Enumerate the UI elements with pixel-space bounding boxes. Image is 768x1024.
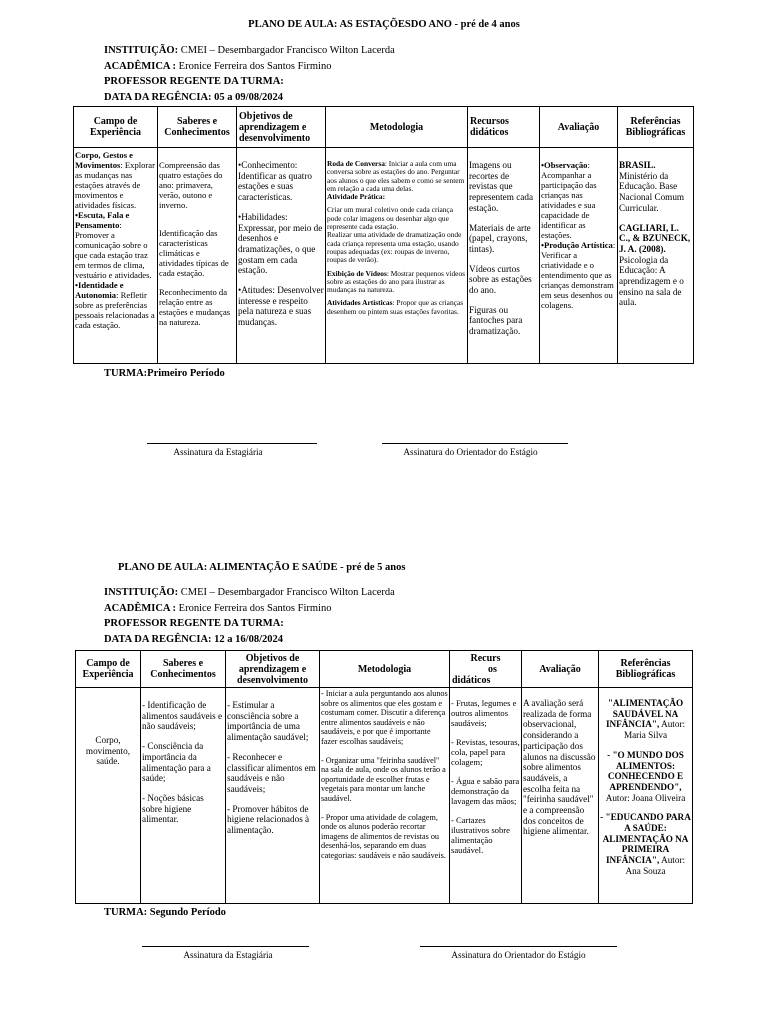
plan2-saberes-1: - Identificação de alimentos saudáveis e não saudáveis; [142,700,223,732]
plan2-cell-objetivos [226,688,320,904]
plan2-th-recursos-b: os [488,663,497,675]
plan1-recursos-3: Vídeos curtos sobre as estações do ano. [469,263,532,296]
plan1-metodologia-2-text2: Realizar uma atividade de dramatização onde cada criança representa uma estação, usando roupas adequadas (ex: roupas de inverno, roupas de verão). [327,230,462,265]
plan1-objetivos-2: •Habilidades: Expressar, por meio de desenhos e dramatizações, o que gostam em cada estação. [238,211,323,276]
plan2-th-recursos-c: didáticos [452,674,491,686]
plan2-ref-1-text: Autor: Maria Silva [623,719,686,741]
plan2-campo: Corpo, movimento, saúde. [85,735,131,767]
plan2-cell-recursos [450,688,522,904]
plan1-objetivos-1: •Conhecimento: Identificar as quatro estações e suas características. [238,160,312,203]
plan1-saberes-2: Identificação das características climáticas e atividades típicas de cada estação. [159,228,229,278]
plan1-professor [104,74,395,90]
plan2-th-objetivos: Objetivos de aprendizagem e desenvolvimento [226,651,320,688]
plan2-turma: TURMA: Segundo Período [104,907,226,918]
plan1-body-row [74,148,694,364]
plan1-avaliacao-2-title: •Produção Artística [541,240,613,250]
plan1-data-label: DATA DA REGÊNCIA: 05 a 09/08/2024 [104,91,283,103]
plan1-title: PLANO DE AULA: AS ESTAÇÕESDO ANO - pré de 4 anos [248,19,520,30]
plan1-academica-value: Eronice Ferreira dos Santos Firmino [176,60,332,72]
plan2-th-recursos-a: Recurs [470,652,501,664]
plan2-cell-campo [76,688,141,904]
plan1-header-row [74,107,694,148]
plan1-metodologia-3-text: : Mostrar pequenos vídeos sobre as estações do ano para ilustrar as mudanças na natureza. [327,268,466,295]
plan1-recursos-1: Imagens ou recortes de revistas que representem cada estação. [469,160,534,213]
plan1-campo-2-text: : Promover a comunicação sobre o que cada estação traz em termos de clima, vestuário e atividades. [75,220,152,280]
plan1-saberes-3: Reconhecimento da relação entre as estações e mudanças na natureza. [159,287,231,327]
plan2-ref-1-bold: "ALIMENTAÇÃO SAUDÁVEL NA INFÂNCIA", [605,698,684,730]
plan2-ref-3-text: Autor: Ana Souza [625,855,686,876]
plan2-th-referencias: Referências Bibliográficas [599,651,693,688]
plan2-objetivos-2: - Reconhecer e classificar alimentos em saudáveis e não saudáveis; [227,751,316,794]
plan2-sig-orientador: Assinatura do Orientador do Estágio [451,950,586,960]
plan1-metodologia-2-title: Atividade Prática: [327,192,386,202]
plan2-sig-estagiaria: Assinatura da Estagiária [183,950,273,960]
plan2-cell-saberes [141,688,226,904]
plan1-recursos-4: Figuras ou fantoches para dramatização. [469,304,523,337]
plan1-metodologia-4-title: Atividades Artísticas [327,298,393,308]
plan2-instituicao-label: INSTITUIÇÃO: [104,587,179,598]
plan2-ref-2-bold: - "O MUNDO DOS ALIMENTOS: CONHECENDO E APRENDENDO", [607,749,684,792]
plan1-th-objetivos: Objetivos de aprendizagem e desenvolvimento [237,107,326,148]
plan1-campo-3-title: •Identidade e Autonomia [75,280,124,300]
plan1-metodologia-3-title: Exibição de Vídeos [327,268,387,278]
plan2-ref-3-bold: - "EDUCANDO PARA A SAÚDE: ALIMENTAÇÃO NA PRIMEIRA INFÂNCIA", [600,812,691,866]
plan1-th-saberes: Saberes e Conhecimentos [158,107,237,148]
plan1-cell-recursos [468,148,540,364]
plan1-campo-2-title: •Escuta, Fala e Pensamento [75,210,130,230]
plan1-cell-saberes [158,148,237,364]
plan1-th-recursos: Recursos didáticos [468,107,540,148]
plan2-header-info [104,585,395,647]
plan1-th-referencias: Referências Bibliográficas [618,107,694,148]
plan1-avaliacao-2-text: : Verificar a criatividade e o entendimento que as crianças demonstram em seus desenhos ou colagens. [541,240,616,310]
plan2-header-row [76,651,693,688]
plan1-turma: TURMA:Primeiro Período [104,368,225,379]
plan1-sig-orientador: Assinatura do Orientador do Estágio [403,447,538,457]
plan1-data [104,90,395,106]
plan2-recursos-4: - Cartazes ilustrativos sobre alimentação saudável. [451,815,510,855]
plan1-header-info [104,43,395,105]
plan1-ref-1-text: Ministério da Educação. Base Nacional Comum Curricular. [619,170,685,213]
plan1-ref-2-bold: CAGLIARI, L. C., & BZUNECK, J. A. (2008). [619,222,691,254]
plan2-cell-avaliacao [522,688,599,904]
plan2-cell-referencias [599,688,693,904]
plan2-cell-metodologia [320,688,450,904]
plan1-instituicao-label: INSTITUIÇÃO: [104,45,179,56]
plan1-objetivos-3: •Atitudes: Desenvolver interesse e respeito pela natureza e suas mudanças. [238,285,324,328]
plan2-th-recursos [450,651,522,688]
plan1-table [73,106,694,364]
plan1-cell-avaliacao [540,148,618,364]
plan1-academica [104,59,395,75]
plan1-saberes-1: Compreensão das quatro estações do ano: primavera, verão, outono e inverno. [159,160,223,210]
plan1-cell-objetivos [237,148,326,364]
plan1-campo-1-title: Corpo, Gestos e Movimentos [75,150,133,170]
plan1-instituicao [104,43,395,59]
plan2-academica-label: ACADÊMICA : [104,602,177,614]
plan1-avaliacao-1-title: •Observação [541,160,588,170]
plan2-metodologia-1: - Iniciar a aula perguntando aos alunos sobre os alimentos que eles gostam e costumam comer. Discutir a diferença entre alimentos saudáveis e não saudáveis, e por que é importante fazer escolhas saudáveis; [321,689,448,746]
plan2-metodologia-2: - Organizar uma "feirinha saudável" na sala de aula, onde os alunos terão a oportunidade de escolher frutas e vegetais para montar um lanche saudável. [321,755,446,803]
plan1-professor-label: PROFESSOR REGENTE DA TURMA: [104,76,284,87]
plan1-th-campo: Campo de Experiência [74,107,158,148]
plan1-recursos-2: Materiais de arte (papel, crayons, tintas). [469,222,531,254]
plan2-instituicao [104,585,395,601]
plan2-data [104,632,395,648]
plan1-cell-metodologia [326,148,468,364]
plan2-objetivos-3: - Promover hábitos de higiene relacionados à alimentação. [227,803,310,836]
plan1-th-metodologia: Metodologia [326,107,468,148]
plan1-sig-line-estagiaria [147,443,317,444]
plan2-professor-label: PROFESSOR REGENTE DA TURMA: [104,618,284,629]
plan2-academica-value: Eronice Ferreira dos Santos Firmino [176,602,332,614]
plan2-table [75,650,693,904]
plan2-academica [104,601,395,617]
plan2-recursos-2: - Revistas, tesouras, cola, papel para colagem; [451,737,520,767]
plan1-metodologia-1-title: Roda de Conversa [327,159,385,168]
plan2-metodologia-3: - Propor uma atividade de colagem, onde os alunos poderão recortar imagens de alimentos de revistas ou desenhá-los, separando em duas categorias: saudáveis e não saudáveis. [321,812,446,860]
plan1-metodologia-1-text: : Iniciar a aula com uma conversa sobre as estações do ano. Perguntar aos alunos o que eles sabem e como se sentem em relação a cada uma delas. [327,159,465,193]
plan1-ref-1-bold: BRASIL. [619,160,656,170]
plan2-recursos-3: - Água e sabão para demonstração da lavagem das mãos; [451,776,520,806]
plan2-th-campo: Campo de Experiência [76,651,141,688]
plan1-avaliacao-1-text: : Acompanhar a participação das crianças nas atividades e sua capacidade de identificar as estações. [541,160,597,240]
plan1-th-avaliacao: Avaliação [540,107,618,148]
plan1-metodologia-2-text: Criar um mural coletivo onde cada criança pode colar imagens ou desenhar algo que represente cada estação. [327,205,453,232]
plan2-th-metodologia: Metodologia [320,651,450,688]
plan2-title: PLANO DE AULA: ALIMENTAÇÃO E SAÚDE - pré de 5 anos [118,562,406,573]
plan2-ref-2-text: Autor: Joana Oliveira [605,792,686,803]
plan2-th-avaliacao: Avaliação [522,651,599,688]
plan1-ref-2-text: Psicologia da Educação: A aprendizagem e o ensino na sala de aula. [619,254,684,308]
plan2-sig-line-orientador [420,946,617,947]
plan2-sig-line-estagiaria [142,946,309,947]
plan1-sig-line-orientador [382,443,568,444]
plan2-instituicao-value: CMEI – Desembargador Francisco Wilton Lacerda [178,587,395,598]
plan1-cell-referencias [618,148,694,364]
plan2-body-row [76,688,693,904]
plan1-academica-label: ACADÊMICA : [104,60,177,72]
plan1-metodologia-4-text: : Propor que as crianças desenhem ou pintem suas estações favoritas. [327,298,464,316]
plan2-avaliacao: A avaliação será realizada de forma observacional, considerando a participação dos alunos na discussão sobre alimentos saudáveis, a escolha feita na "feirinha saudável" e a compreensão dos conceitos de higiene alimentar. [523,698,596,837]
plan2-professor [104,616,395,632]
plan2-saberes-2: - Consciência da importância da alimentação para a saúde; [142,741,211,784]
plan1-instituicao-value: CMEI – Desembargador Francisco Wilton Lacerda [178,45,395,56]
plan1-campo-1-text: : Explorar as mudanças nas estações através de movimentos e atividades físicas. [75,160,155,210]
plan1-campo-3-text: : Refletir sobre as preferências pessoais relacionadas a cada estação. [75,290,155,330]
plan1-sig-estagiaria: Assinatura da Estagiária [173,447,263,457]
plan2-th-saberes: Saberes e Conhecimentos [141,651,226,688]
plan2-saberes-3: - Noções básicas sobre higiene alimentar. [142,792,204,825]
plan2-objetivos-1: - Estimular a consciência sobre a importância de uma alimentação saudável; [227,700,309,743]
plan2-data-label: DATA DA REGÊNCIA: 12 a 16/08/2024 [104,633,283,645]
plan2-recursos-1: - Frutas, legumes e outros alimentos saudáveis; [451,698,517,728]
plan1-cell-campo [74,148,158,364]
